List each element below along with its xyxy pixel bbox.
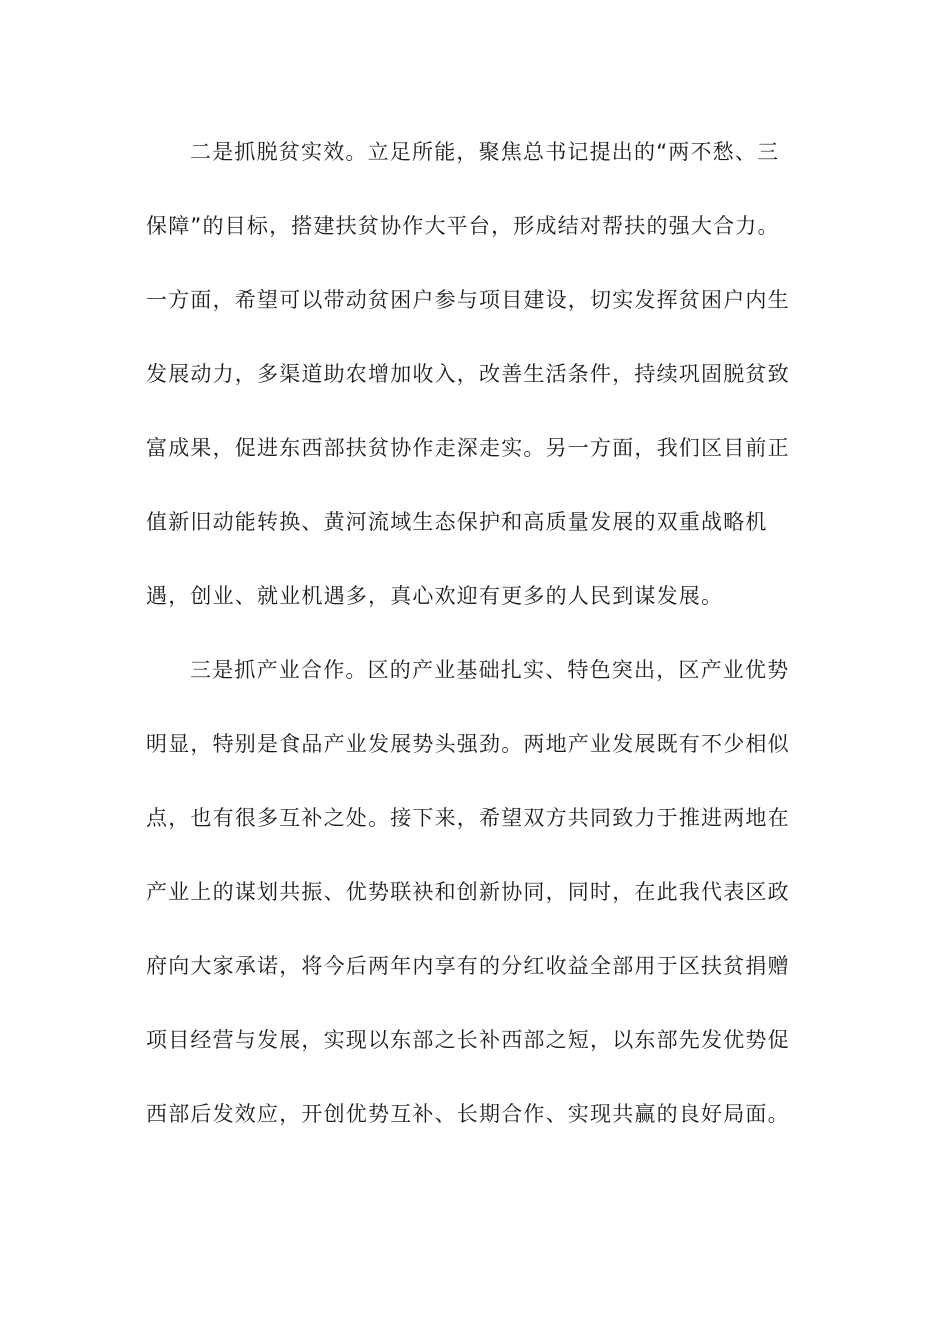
paragraph-line: 保障”的目标，搭建扶贫协作大平台，形成结对帮扶的强大合力。 bbox=[146, 214, 780, 238]
paragraph-line: 二是抓脱贫实效。立足所能，聚焦总书记提出的“两不愁、三 bbox=[190, 140, 780, 164]
paragraph-line: 西部后发效应，开创优势互补、长期合作、实现共赢的良好局面。 bbox=[146, 1102, 790, 1126]
paragraph-industry-cooperation bbox=[146, 643, 806, 1161]
paragraph-line: 遇，创业、就业机遇多，真心欢迎有更多的人民到谋发展。 bbox=[146, 584, 724, 608]
paragraph-poverty-alleviation bbox=[146, 125, 806, 643]
paragraph-line: 富成果，促进东西部扶贫协作走深走实。另一方面，我们区目前正 bbox=[146, 436, 790, 460]
body-text bbox=[146, 125, 806, 1161]
paragraph-line: 点，也有很多互补之处。接下来，希望双方共同致力于推进两地在 bbox=[146, 806, 790, 830]
paragraph-line: 明显，特别是食品产业发展势头强劲。两地产业发展既有不少相似 bbox=[146, 732, 790, 756]
paragraph-line: 产业上的谋划共振、优势联袂和创新协同，同时，在此我代表区政 bbox=[146, 880, 790, 904]
paragraph-line: 项目经营与发展，实现以东部之长补西部之短，以东部先发优势促 bbox=[146, 1028, 790, 1052]
paragraph-line: 值新旧动能转换、黄河流域生态保护和高质量发展的双重战略机 bbox=[146, 510, 768, 534]
paragraph-line: 发展动力，多渠道助农增加收入，改善生活条件，持续巩固脱贫致 bbox=[146, 362, 790, 386]
paragraph-line: 三是抓产业合作。区的产业基础扎实、特色突出，区产业优势 bbox=[190, 658, 790, 682]
paragraph-line: 府向大家承诺，将今后两年内享有的分红收益全部用于区扶贫捐赠 bbox=[146, 954, 790, 978]
paragraph-line: 一方面，希望可以带动贫困户参与项目建设，切实发挥贫困户内生 bbox=[146, 288, 790, 312]
